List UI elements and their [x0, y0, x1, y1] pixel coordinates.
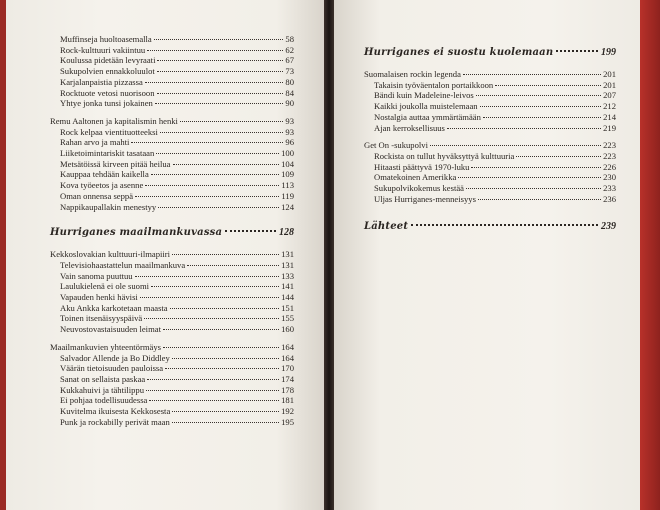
toc-leader-dots [157, 93, 284, 94]
toc-chapter-lahteet: Lähteet 239 [364, 221, 616, 233]
toc-entry [364, 172, 616, 183]
toc-group-4 [50, 353, 294, 428]
toc-leader-dots [145, 82, 284, 83]
toc-entry-page: 133 [281, 270, 294, 281]
toc-leader-dots [466, 188, 601, 189]
toc-entry [364, 90, 616, 101]
toc-leader-dots [447, 128, 601, 129]
toc-leader-dots [471, 167, 601, 168]
toc-entry-title: Takaisin työväentalon portaikkoon [374, 79, 494, 90]
toc-leader-dots [145, 185, 279, 186]
toc-entry-page: 223 [603, 150, 616, 161]
toc-entry-title: Omatekoinen Amerikka [374, 172, 457, 183]
toc-entry-page: 230 [603, 172, 616, 183]
toc-entry-title: Hitaasti päättyvä 1970-luku [374, 161, 470, 172]
toc-entry-title: Sanat on sellaista paskaa [60, 373, 146, 384]
toc-entry-title: Punk ja rockabilly perivät maan [60, 416, 170, 427]
toc-entry [50, 353, 294, 364]
toc-entry-page: 119 [281, 190, 294, 201]
toc-group-1 [50, 34, 294, 109]
toc-leader-dots [135, 276, 280, 277]
toc-entry-page: 90 [285, 98, 294, 109]
toc-leader-dots [458, 177, 601, 178]
toc-leader-dots [180, 121, 283, 122]
toc-group-1-right [364, 80, 616, 134]
toc-entry-page: 62 [285, 44, 294, 55]
toc-entry [50, 191, 294, 202]
toc-entry-page: 144 [281, 292, 294, 303]
toc-entry-title: Nostalgia auttaa ymmärtämään [374, 111, 481, 122]
toc-leader-dots [160, 132, 284, 133]
toc-leader-dots [172, 411, 279, 412]
toc-entry [50, 417, 294, 428]
toc-entry-page: 67 [285, 55, 294, 66]
toc-section-yhteentormays: Maailmankuvien yhteentörmäys 164 [50, 341, 294, 352]
toc-leader-dots [495, 85, 601, 86]
toc-leader-dots [149, 400, 279, 401]
toc-entry-page: 58 [285, 34, 294, 44]
toc-entry-title: Karjalanpaistia pizzassa [60, 76, 143, 87]
toc-entry-title: Koulussa pidetään levyraati [60, 55, 156, 66]
toc-entry-page: 151 [281, 302, 294, 313]
toc-entry-page: 80 [285, 76, 294, 87]
toc-entry [364, 101, 616, 112]
toc-leader-dots [131, 142, 283, 143]
toc-leader-dots [225, 230, 276, 232]
toc-entry-page: 195 [281, 416, 294, 427]
toc-entry [50, 137, 294, 148]
toc-entry-title: Sukupolvikokemus kestää [374, 183, 464, 194]
toc-entry [50, 202, 294, 213]
toc-entry [364, 112, 616, 123]
toc-entry-title: Bändi kuin Madeleine-leivos [374, 90, 474, 101]
toc-entry [50, 55, 294, 66]
toc-entry-page: 181 [281, 395, 294, 406]
toc-chapter-maailmankuvassa: Hurriganes maailmankuvassa 128 [50, 227, 294, 239]
toc-entry-page: 100 [281, 148, 294, 159]
toc-entry-title: Kaikki joukolla muistelemaan [374, 101, 478, 112]
toc-entry-title: Salvador Allende ja Bo Diddley [60, 352, 170, 363]
toc-leader-dots [140, 297, 279, 298]
toc-leader-dots [172, 358, 279, 359]
toc-entry-page: 96 [285, 137, 294, 148]
toc-entry [364, 194, 616, 205]
toc-entry-page: 141 [281, 281, 294, 292]
toc-entry-page: 124 [281, 201, 294, 212]
toc-entry-title: Kova työeetos ja asenne [60, 180, 144, 191]
toc-leader-dots [135, 196, 279, 197]
toc-entry-title: Nappikaupallakin menestyy [60, 201, 157, 212]
toc-entry [50, 271, 294, 282]
toc-entry-page: 201 [603, 79, 616, 90]
toc-leader-dots [430, 145, 601, 146]
toc-leader-dots [155, 103, 284, 104]
right-toc [364, 46, 616, 243]
book-cover-edge-right [640, 0, 660, 510]
toc-leader-dots [483, 117, 601, 118]
toc-entry-page: 212 [603, 101, 616, 112]
toc-entry [50, 148, 294, 159]
toc-entry [364, 80, 616, 91]
toc-leader-dots [163, 347, 279, 348]
toc-leader-dots [157, 71, 284, 72]
toc-entry [364, 151, 616, 162]
toc-entry-page: 160 [281, 324, 294, 335]
toc-entry-title: Kukkahuivi ja tähtilippu [60, 384, 145, 395]
toc-group-3 [50, 260, 294, 335]
toc-entry-page: 131 [281, 259, 294, 270]
book-gutter [324, 0, 334, 510]
toc-leader-dots [187, 265, 279, 266]
toc-entry [50, 180, 294, 191]
toc-entry [364, 183, 616, 194]
toc-entry-title: Muffinseja huoltoasemalla [60, 34, 152, 44]
toc-entry [50, 406, 294, 417]
toc-entry-title: Rockista on tullut hyväksyttyä kulttuuria [374, 150, 515, 161]
toc-entry [50, 45, 294, 56]
toc-leader-dots [156, 153, 279, 154]
toc-entry-title: Sukupolvien ennakkoluulot [60, 66, 155, 77]
toc-leader-dots [411, 224, 598, 226]
toc-entry [50, 260, 294, 271]
toc-leader-dots [165, 368, 279, 369]
toc-entry [50, 324, 294, 335]
toc-entry [50, 374, 294, 385]
toc-leader-dots [151, 174, 279, 175]
toc-entry-title: Rahan arvo ja mahti [60, 137, 130, 148]
toc-leader-dots [516, 156, 601, 157]
toc-entry [50, 88, 294, 99]
toc-entry [50, 127, 294, 138]
toc-entry-title: Toinen itsenäisyyspäivä [60, 313, 143, 324]
toc-leader-dots [173, 164, 280, 165]
toc-entry-title: Aku Ankka karkotetaan maasta [60, 302, 168, 313]
toc-leader-dots [170, 308, 279, 309]
toc-entry [50, 98, 294, 109]
toc-entry-title: Väärän tietoisuuden pauloissa [60, 363, 164, 374]
toc-leader-dots [144, 318, 279, 319]
left-toc [50, 34, 294, 428]
toc-leader-dots [556, 50, 598, 52]
toc-entry-page: 164 [281, 352, 294, 363]
toc-leader-dots [158, 207, 279, 208]
toc-entry-page: 214 [603, 111, 616, 122]
toc-entry-title: Yhtye jonka tunsi jokainen [60, 98, 153, 109]
toc-entry-page: 113 [281, 180, 294, 191]
toc-entry-title: Uljas Hurriganes-menneisyys [374, 193, 476, 204]
toc-entry-title: Televisiohaastattelun maailmankuva [60, 259, 186, 270]
toc-entry-page: 73 [285, 66, 294, 77]
toc-leader-dots [154, 39, 284, 40]
toc-entry [50, 303, 294, 314]
toc-entry-title: Rock-kulttuuri vakiintuu [60, 44, 146, 55]
toc-leader-dots [172, 254, 279, 255]
toc-leader-dots [151, 286, 279, 287]
right-page [334, 0, 640, 510]
toc-entry-title: Kauppaa tehdään kaikella [60, 169, 149, 180]
toc-entry-page: 233 [603, 183, 616, 194]
toc-entry [364, 162, 616, 173]
toc-entry-page: 155 [281, 313, 294, 324]
toc-entry [50, 292, 294, 303]
toc-leader-dots [146, 390, 279, 391]
toc-entry-title: Laulukielenä ei ole suomi [60, 281, 150, 292]
toc-entry [50, 385, 294, 396]
toc-leader-dots [480, 106, 602, 107]
toc-leader-dots [172, 422, 279, 423]
toc-entry-page: 170 [281, 363, 294, 374]
toc-section-remu: Remu Aaltonen ja kapitalismin henki 93 [50, 115, 294, 126]
toc-entry [50, 313, 294, 324]
toc-entry [50, 281, 294, 292]
toc-group-2-right [364, 151, 616, 205]
toc-entry-page: 236 [603, 193, 616, 204]
toc-entry [50, 34, 294, 45]
toc-group-2 [50, 127, 294, 213]
toc-entry [50, 66, 294, 77]
toc-entry-title: Vain sanoma puuttuu [60, 270, 133, 281]
toc-entry [50, 77, 294, 88]
toc-entry [50, 395, 294, 406]
toc-leader-dots [476, 95, 601, 96]
toc-section-kekkoslovakia: Kekkoslovakian kulttuuri-ilmapiiri 131 [50, 249, 294, 260]
toc-entry [50, 363, 294, 374]
toc-entry-page: 219 [603, 122, 616, 133]
toc-section-get-on: Get On -sukupolvi 223 [364, 140, 616, 151]
toc-entry-title: Neuvostovastaisuuden leimat [60, 324, 161, 335]
toc-entry-title: Ei pohjaa todellisuudessa [60, 395, 148, 406]
toc-leader-dots [463, 74, 601, 75]
toc-entry-page: 104 [281, 158, 294, 169]
toc-entry-title: Vapauden henki hävisi [60, 292, 138, 303]
toc-entry-title: Rock kelpaa vientituotteeksi [60, 126, 158, 137]
toc-entry-title: Metsätöissä kirveen pitää heilua [60, 158, 171, 169]
toc-entry-title: Liiketoimintariskit tasataan [60, 148, 155, 159]
toc-entry-title: Ajan kerroksellisuus [374, 122, 445, 133]
toc-entry [364, 123, 616, 134]
toc-entry-page: 192 [281, 406, 294, 417]
toc-leader-dots [147, 50, 283, 51]
toc-entry-page: 93 [285, 126, 294, 137]
toc-section-legenda: Suomalaisen rockin legenda 201 [364, 69, 616, 79]
toc-entry [50, 159, 294, 170]
toc-entry-page: 174 [281, 373, 294, 384]
toc-entry-page: 207 [603, 90, 616, 101]
toc-entry-title: Kuvitelma ikuisesta Kekkosesta [60, 406, 171, 417]
toc-entry-page: 84 [285, 87, 294, 98]
toc-chapter-kuolemaan: Hurriganes ei suostu kuolemaan 199 [364, 47, 616, 58]
toc-entry-page: 178 [281, 384, 294, 395]
toc-entry-page: 226 [603, 161, 616, 172]
toc-entry-title: Oman onnensa seppä [60, 190, 134, 201]
toc-entry-page: 109 [281, 169, 294, 180]
toc-entry-title: Rocktuote vetosi nuorisoon [60, 87, 155, 98]
toc-leader-dots [157, 60, 283, 61]
toc-leader-dots [478, 199, 601, 200]
toc-leader-dots [163, 329, 279, 330]
toc-leader-dots [147, 379, 279, 380]
left-page [6, 0, 324, 510]
toc-entry [50, 169, 294, 180]
